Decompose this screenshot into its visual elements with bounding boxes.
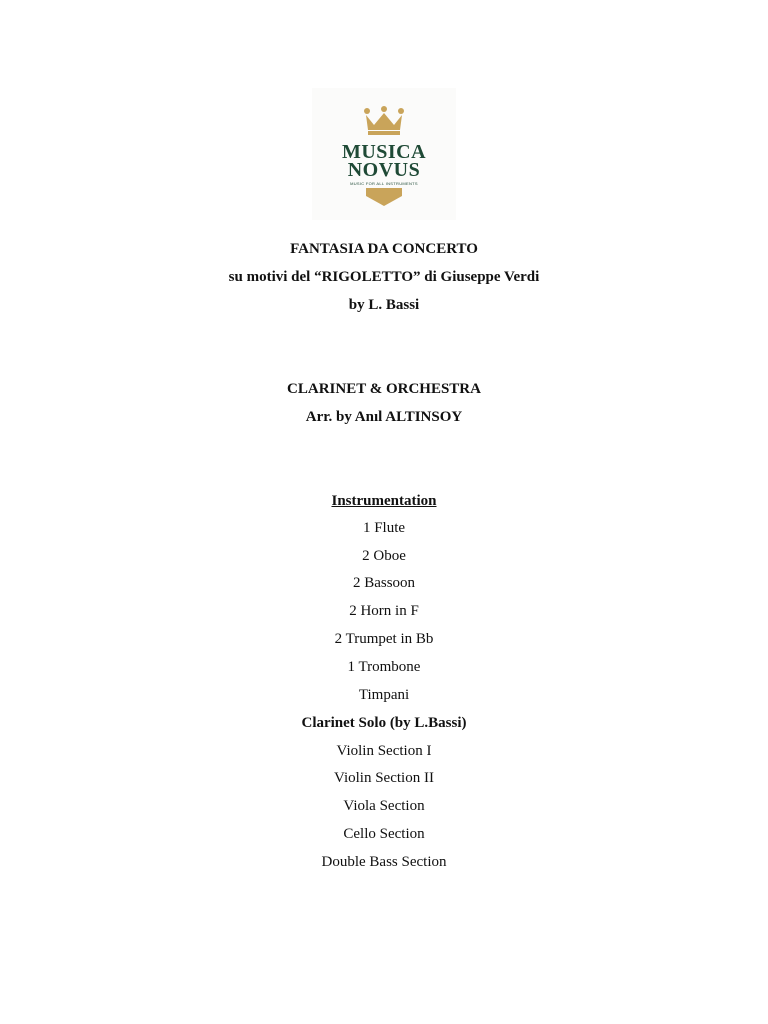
composer-credit: by L. Bassi (348, 297, 420, 313)
instrument-item: 1 Trombone (347, 659, 421, 675)
shield-icon (366, 188, 402, 206)
instrument-item: Cello Section (343, 826, 425, 842)
piece-title: FANTASIA DA CONCERTO (290, 241, 478, 257)
logo-text-line-2: NOVUS (347, 159, 421, 181)
piece-subtitle: su motivi del “RIGOLETTO” di Giuseppe Verdi (228, 269, 540, 285)
instrument-item: Double Bass Section (321, 854, 447, 870)
instrument-item: Violin Section I (336, 743, 432, 759)
logo-tagline: MUSIC FOR ALL INSTRUMENTS (350, 181, 418, 186)
logo-text-line-1: MUSICA (341, 141, 427, 163)
instrumentation-heading: Instrumentation (331, 493, 437, 509)
instrument-item: Viola Section (343, 798, 425, 814)
scoring: CLARINET & ORCHESTRA (287, 381, 481, 397)
instrument-item: 2 Trumpet in Bb (334, 631, 434, 647)
crown-icon (363, 106, 405, 136)
instrument-item: 2 Bassoon (352, 575, 416, 591)
instrument-item: Timpani (358, 687, 410, 703)
solo-instrument-item: Clarinet Solo (by L.Bassi) (301, 715, 467, 731)
instrument-item: 2 Horn in F (349, 603, 419, 619)
instrument-item: 1 Flute (362, 520, 406, 536)
instrument-item: 2 Oboe (362, 548, 406, 564)
instrument-item: Violin Section II (334, 770, 434, 786)
arranger-credit: Arr. by Anıl ALTINSOY (305, 409, 463, 425)
musica-novus-logo (312, 88, 456, 220)
